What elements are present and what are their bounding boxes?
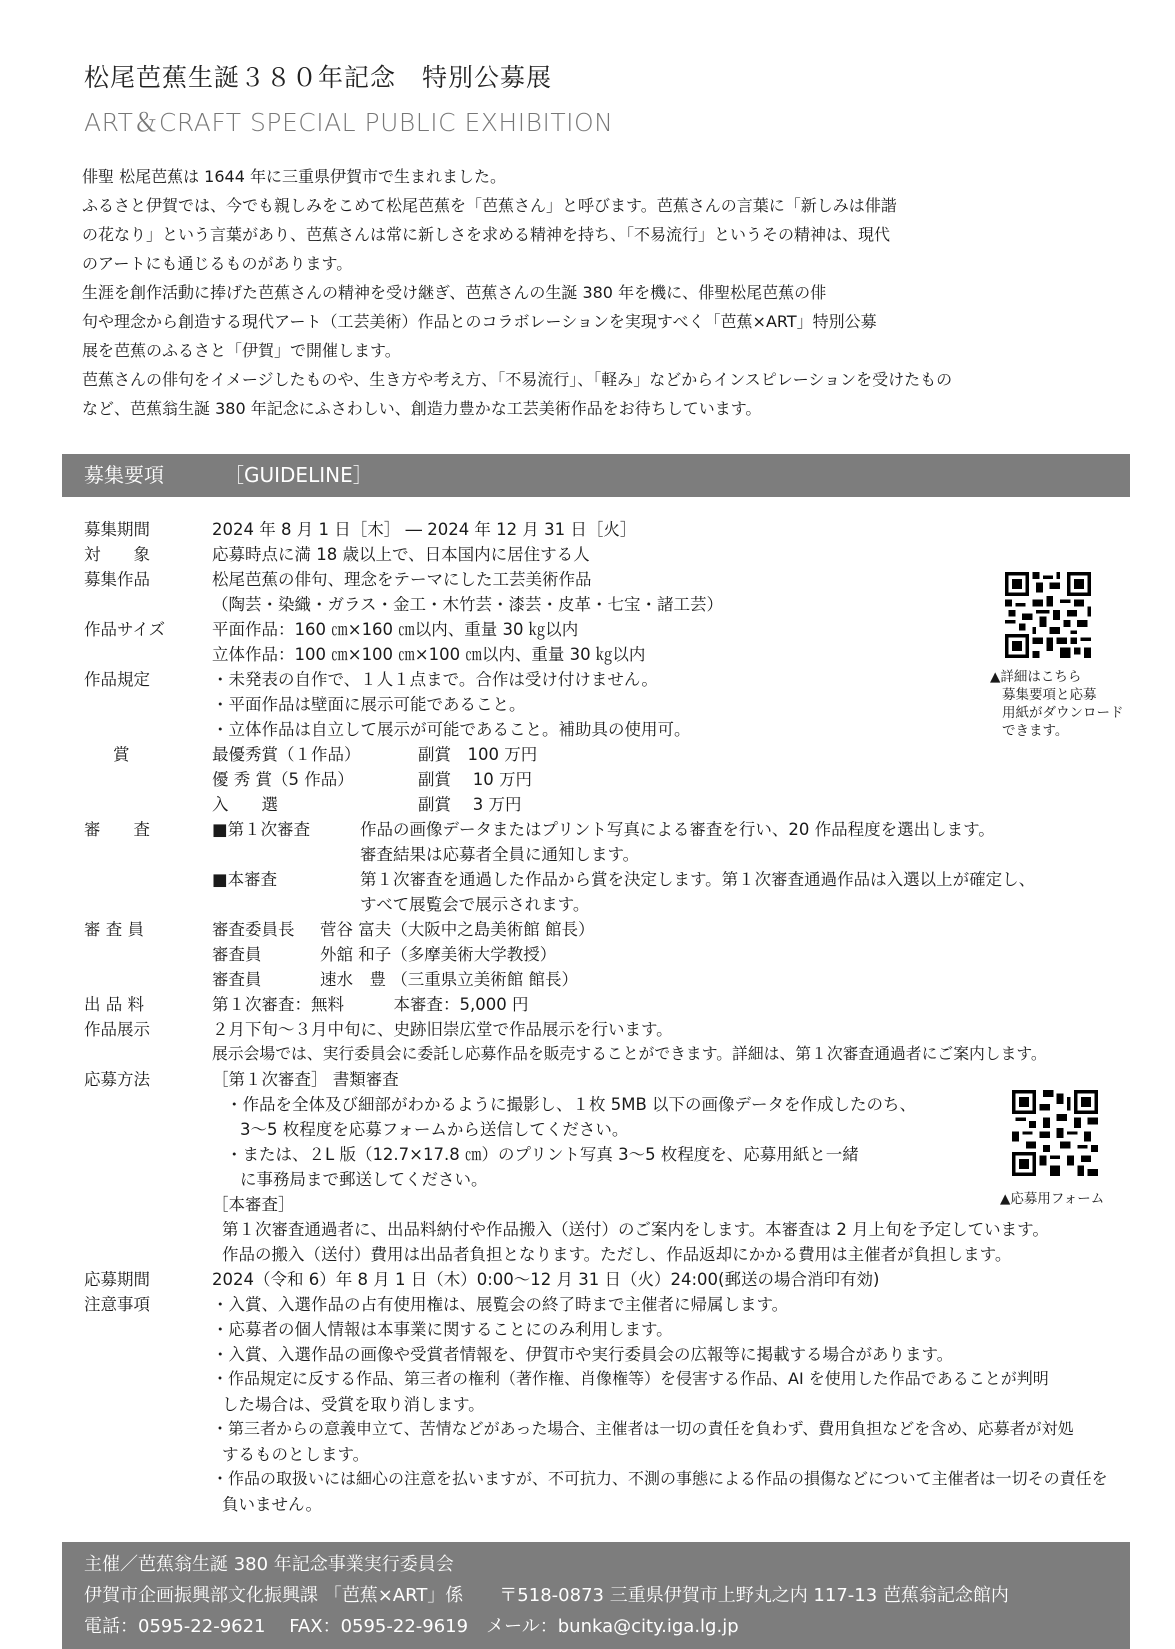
intro-text bbox=[82, 162, 953, 423]
value-works-line1: 松尾芭蕉の俳句、理念をテーマにした工芸美術作品 bbox=[212, 570, 592, 589]
intro-line: 芭蕉さんの俳句をイメージしたものや、生き方や考え方、「不易流行」、「軽み」などからインスピレーションを受けたもの bbox=[82, 370, 953, 389]
label-review: 審 査 bbox=[84, 820, 150, 839]
prize-selected-amount: 副賞 3 万円 bbox=[418, 795, 522, 814]
apply-first-item1: ・作品を全体及び細部がわかるように撮影し、１枚 5MB 以下の画像データを作成したのち、 bbox=[226, 1095, 917, 1114]
label-apply-period: 応募期間 bbox=[84, 1270, 150, 1289]
jury-chair-role: 審査委員長 bbox=[212, 920, 295, 939]
notes-item-cont: 負いません。 bbox=[222, 1495, 322, 1514]
prize-excellent-name: 優 秀 賞（5 作品） bbox=[212, 770, 354, 789]
label-jury: 審 査 員 bbox=[84, 920, 144, 939]
footer-address: 伊賀市企画振興部文化振興課 「芭蕉×ART」係 〒518-0873 三重県伊賀市上野丸之内 117-13 芭蕉翁記念館内 bbox=[84, 1585, 1009, 1606]
qr-details-caption: できます。 bbox=[1002, 723, 1069, 739]
footer-bar bbox=[62, 1542, 1130, 1649]
intro-line: など、芭蕉翁生誕 380 年記念にふさわしい、創造力豊かな工芸美術作品をお待ちしています。 bbox=[82, 399, 762, 418]
intro-line: のアートにも通じるものがあります。 bbox=[82, 254, 353, 273]
review-final-desc: 第１次審査を通過した作品から賞を決定します。第１次審査通過作品は入選以上が確定し、 bbox=[360, 870, 1036, 889]
review-final-title: ■本審査 bbox=[212, 870, 278, 889]
intro-line: ふるさと伊賀では、今でも親しみをこめて松尾芭蕉を「芭蕉さん」と呼びます。芭蕉さんの言葉に「新しみは俳諧 bbox=[82, 196, 897, 215]
qr-code-icon bbox=[1005, 572, 1091, 658]
apply-final-title: ［本審査］ bbox=[212, 1195, 295, 1214]
intro-line: 生涯を創作活動に捧げた芭蕉さんの精神を受け継ぎ、芭蕉さんの生誕 380 年を機に、俳聖松尾芭蕉の俳 bbox=[82, 283, 827, 302]
notes-item: ・入賞、入選作品の画像や受賞者情報を、伊賀市や実行委員会の広報等に掲載する場合があります。 bbox=[212, 1345, 954, 1364]
label-prize: 賞 bbox=[113, 745, 130, 764]
guideline-heading: 募集要項 bbox=[84, 463, 164, 487]
label-apply: 応募方法 bbox=[84, 1070, 150, 1089]
qr-form-caption: ▲応募用フォーム bbox=[1000, 1191, 1105, 1207]
intro-line: 展を芭蕉のふるさと「伊賀」で開催します。 bbox=[82, 341, 401, 360]
value-rules-line3: ・立体作品は自立して展示が可能であること。補助具の使用可。 bbox=[212, 720, 691, 739]
value-rules-line2: ・平面作品は壁面に展示可能であること。 bbox=[212, 695, 526, 714]
apply-first-title: ［第１次審査］ 書類審査 bbox=[212, 1070, 399, 1089]
guideline-heading-en: ［GUIDELINE］ bbox=[224, 463, 373, 487]
jury-chair-name: 菅谷 富夫（大阪中之島美術館 館長） bbox=[320, 920, 595, 939]
value-rules-line1: ・未発表の自作で、１人１点まで。合作は受け付けません。 bbox=[212, 670, 658, 689]
value-period: 2024 年 8 月 1 日［木］ ― 2024 年 12 月 31 日［火］ bbox=[212, 520, 637, 539]
notes-item-cont: した場合は、受賞を取り消します。 bbox=[222, 1395, 485, 1414]
jury-member-name: 速水 豊 （三重県立美術館 館長） bbox=[320, 970, 578, 989]
review-first-title: ■第１次審査 bbox=[212, 820, 311, 839]
label-target: 対 象 bbox=[84, 545, 150, 564]
apply-final-line2: 作品の搬入（送付）費用は出品者負担となります。ただし、作品返却にかかる費用は主催者が負担します。 bbox=[222, 1245, 1012, 1264]
apply-final-line1: 第１次審査通過者に、出品料納付や作品搬入（送付）のご案内をします。本審査は 2 月上旬を予定しています。 bbox=[222, 1220, 1049, 1239]
label-size: 作品サイズ bbox=[84, 620, 166, 639]
review-first-note: 審査結果は応募者全員に通知します。 bbox=[360, 845, 640, 864]
review-final-note: すべて展覧会で展示されます。 bbox=[360, 895, 590, 914]
qr-code-details[interactable] bbox=[1005, 572, 1091, 658]
page-title: 松尾芭蕉生誕３８０年記念 特別公募展 bbox=[84, 63, 553, 92]
jury-member-role: 審査員 bbox=[212, 945, 262, 964]
value-size-3d: 立体作品：100 ㎝×100 ㎝×100 ㎝以内、重量 30 ㎏以内 bbox=[212, 645, 646, 664]
notes-item: ・作品規定に反する作品、第三者の権利（著作権、肖像権等）を侵害する作品、AI を使用した作品であることが判明 bbox=[212, 1369, 1049, 1388]
label-works: 募集作品 bbox=[84, 570, 150, 589]
jury-member-role: 審査員 bbox=[212, 970, 262, 989]
prize-excellent-amount: 副賞 10 万円 bbox=[418, 770, 532, 789]
prize-selected-name: 入 選 bbox=[212, 795, 278, 814]
prize-top-name: 最優秀賞（１作品） bbox=[212, 745, 361, 764]
label-exhibit: 作品展示 bbox=[84, 1020, 150, 1039]
qr-details-caption: 用紙がダウンロード bbox=[1002, 705, 1124, 721]
label-fee: 出 品 料 bbox=[84, 995, 144, 1014]
value-apply-period: 2024（令和 6）年 8 月 1 日（木）0:00～12 月 31 日（火）24:00(郵送の場合消印有効) bbox=[212, 1270, 880, 1289]
label-notes: 注意事項 bbox=[84, 1295, 150, 1314]
jury-member-name: 外舘 和子（多摩美術大学教授） bbox=[320, 945, 557, 964]
qr-code-icon bbox=[1012, 1090, 1098, 1176]
intro-line: の花なり」という言葉があり、芭蕉さんは常に新しさを求める精神を持ち、「不易流行」というその精神は、現代 bbox=[82, 225, 891, 244]
value-fee: 第１次審査：無料 本審査：5,000 円 bbox=[212, 995, 529, 1014]
apply-first-item1-cont: 3～5 枚程度を応募フォームから送信してください。 bbox=[240, 1120, 629, 1139]
footer-organizer: 主催／芭蕉翁生誕 380 年記念事業実行委員会 bbox=[84, 1554, 454, 1575]
qr-details-caption: ▲詳細はこちら bbox=[990, 669, 1082, 685]
qr-code-application-form[interactable] bbox=[1012, 1090, 1098, 1176]
notes-item-cont: するものとします。 bbox=[222, 1445, 370, 1464]
intro-line: 俳聖 松尾芭蕉は 1644 年に三重県伊賀市で生まれました。 bbox=[82, 167, 506, 186]
apply-first-item2-cont: に事務局まで郵送してください。 bbox=[240, 1170, 488, 1189]
value-size-flat: 平面作品：160 ㎝×160 ㎝以内、重量 30 ㎏以内 bbox=[212, 620, 579, 639]
value-target: 応募時点に満 18 歳以上で、日本国内に居住する人 bbox=[212, 545, 590, 564]
review-first-desc: 作品の画像データまたはプリント写真による審査を行い、20 作品程度を選出します。 bbox=[360, 820, 995, 839]
prize-top-amount: 副賞 100 万円 bbox=[418, 745, 538, 764]
guideline-header-bar bbox=[62, 454, 1130, 497]
label-rules: 作品規定 bbox=[84, 670, 150, 689]
notes-item: ・第三者からの意義申立て、苦情などがあった場合、主催者は一切の責任を負わず、費用負担などを含め、応募者が対処 bbox=[212, 1419, 1074, 1438]
value-works-line2: （陶芸・染織・ガラス・金工・木竹芸・漆芸・皮革・七宝・諸工芸） bbox=[212, 595, 724, 614]
footer-contact: 電話：0595-22-9621 FAX：0595-22-9619 メール：bunka@city.iga.lg.jp bbox=[84, 1616, 739, 1637]
intro-line: 句や理念から創造する現代アート（工芸美術）作品とのコラボレーションを実現すべく「芭蕉×ART」特別公募 bbox=[82, 312, 877, 331]
apply-first-item2: ・または、２L 版（12.7×17.8 ㎝）のプリント写真 3～5 枚程度を、応募用紙と一緒 bbox=[226, 1145, 859, 1164]
value-exhibit-line2: 展示会場では、実行委員会に委託し応募作品を販売することができます。詳細は、第１次審査通過者にご案内します。 bbox=[212, 1044, 1047, 1063]
label-period: 募集期間 bbox=[84, 520, 150, 539]
notes-item: ・入賞、入選作品の占有使用権は、展覧会の終了時まで主催者に帰属します。 bbox=[212, 1295, 789, 1314]
notes-item: ・作品の取扱いには細心の注意を払いますが、不可抗力、不測の事態による作品の損傷などについて主催者は一切その責任を bbox=[212, 1469, 1108, 1488]
qr-details-caption: 募集要項と応募 bbox=[1002, 687, 1097, 703]
value-exhibit-line1: ２月下旬～３月中旬に、史跡旧崇広堂で作品展示を行います。 bbox=[212, 1020, 673, 1039]
page-subtitle: ART＆CRAFT SPECIAL PUBLIC EXHIBITION bbox=[84, 108, 614, 137]
notes-item: ・応募者の個人情報は本事業に関することにのみ利用します。 bbox=[212, 1320, 673, 1339]
